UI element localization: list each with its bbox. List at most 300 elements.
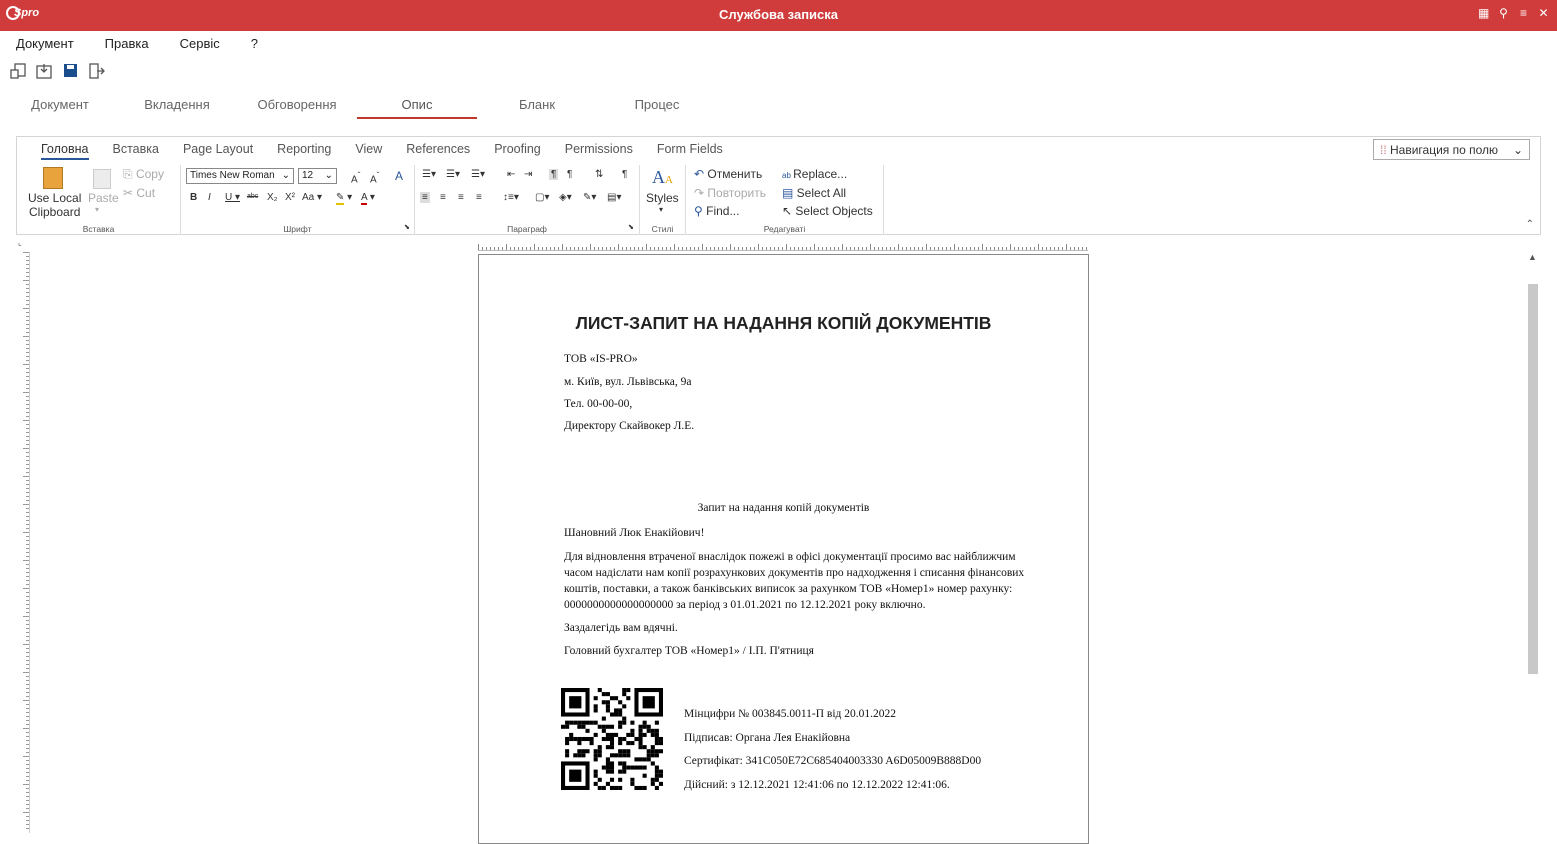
ribbon-tab-proofing[interactable]: Proofing [494, 142, 541, 156]
ruler-tick [810, 247, 811, 250]
line-spacing-icon[interactable]: ↕≡▾ [503, 192, 519, 203]
ruler-tick [650, 247, 651, 250]
ruler-tick [898, 244, 899, 250]
ribbon-tab-insert[interactable]: Вставка [112, 142, 159, 156]
ruler-tick [26, 548, 29, 549]
collapse-ribbon-icon[interactable]: ⌃ [1525, 219, 1534, 230]
font-color-icon[interactable]: A ▾ [361, 192, 375, 203]
ruler-tick [26, 464, 29, 465]
ruler-tick [26, 524, 29, 525]
ruler-tick [26, 628, 29, 629]
shading-icon[interactable]: ◈▾ [559, 192, 572, 203]
scrollbar-thumb[interactable] [1528, 284, 1538, 674]
ruler-corner-icon: ⌞ [18, 238, 22, 247]
ruler-tick [758, 244, 759, 250]
ruler-tick [890, 247, 891, 250]
ruler-tick [874, 247, 875, 250]
ruler-tick [26, 624, 29, 625]
ruler-tick [26, 824, 29, 825]
ruler-tick [954, 244, 955, 250]
import-icon[interactable] [36, 62, 54, 80]
tab-attachments[interactable]: Вкладення [144, 97, 210, 112]
numbering-icon[interactable]: ☰▾ [446, 169, 460, 180]
menu-icon[interactable]: ≡ [1519, 6, 1527, 20]
ruler-tick [534, 244, 535, 250]
ruler-tick [578, 247, 579, 250]
font-dialog-icon[interactable]: ⬊ [404, 224, 410, 231]
find-button[interactable]: ⚲ Find... [694, 204, 740, 218]
replace-button[interactable]: ab Replace... [782, 167, 848, 181]
paste-button[interactable]: Paste [88, 191, 119, 205]
styles-group [640, 165, 686, 235]
ruler-tick [910, 247, 911, 250]
ruler-tick [26, 684, 29, 685]
ruler-tick [530, 247, 531, 250]
signature-line: Сертифікат: 341C050E72C685404003330 A6D05009B888D00 [684, 755, 982, 767]
menu-edit[interactable]: Правка [104, 36, 149, 51]
ruler-tick [26, 500, 29, 501]
align-center-icon[interactable]: ≡ [440, 192, 446, 203]
ruler-tick [790, 247, 791, 250]
ruler-tick [762, 247, 763, 250]
ruler-tick [654, 247, 655, 250]
border-color-icon[interactable]: ✎▾ [583, 192, 597, 203]
ruler-tick [26, 316, 29, 317]
select-all-icon: ▤ [782, 186, 797, 200]
ruler-tick [678, 247, 679, 250]
ruler-tick [1014, 247, 1015, 250]
bullets-icon[interactable]: ☰▾ [422, 169, 436, 180]
ruler-tick [590, 244, 591, 250]
justify-icon[interactable]: ≡ [476, 192, 482, 203]
ruler-tick [882, 247, 883, 250]
ruler-tick [26, 600, 29, 601]
ruler-tick [846, 247, 847, 250]
ruler-tick [26, 556, 29, 557]
ruler-tick [986, 247, 987, 250]
use-local-clipboard-button[interactable]: Use Local Clipboard [28, 191, 82, 219]
ruler-tick [706, 247, 707, 250]
tab-blank[interactable]: Бланк [518, 97, 556, 112]
ruler-tick [922, 247, 923, 250]
sender-line: Директору Скайвокер Л.Е. [564, 420, 695, 432]
ruler-tick [1050, 247, 1051, 250]
tab-description[interactable]: Опис [401, 97, 433, 112]
signer-line: Головний бухгалтер ТОВ «Номер1» / І.П. П'ятниця [564, 645, 814, 657]
ruler-tick [26, 460, 29, 461]
highlight-icon[interactable]: ✎ ▾ [336, 192, 353, 203]
ruler-tick [938, 247, 939, 250]
signature-line: Підписав: Органа Лея Енакійовна [684, 732, 851, 744]
window-title: Службова записка [718, 7, 839, 22]
ruler-tick [26, 720, 29, 721]
ruler-tick [26, 780, 29, 781]
ruler-tick [670, 247, 671, 250]
ruler-tick [26, 260, 29, 261]
ruler-tick [730, 244, 731, 250]
ruler-tick [718, 247, 719, 250]
ruler-tick [26, 680, 29, 681]
ruler-tick [1026, 247, 1027, 250]
italic-icon[interactable]: I [208, 192, 211, 203]
ruler-tick [478, 244, 479, 250]
ruler-tick [26, 608, 29, 609]
scroll-up-icon[interactable]: ▲ [1528, 252, 1537, 262]
menu-service[interactable]: Сервіс [179, 36, 220, 51]
ruler-tick [26, 572, 29, 573]
ruler-tick [26, 724, 29, 725]
ruler-tick [998, 247, 999, 250]
ruler-tick [26, 488, 29, 489]
ruler-tick [26, 328, 29, 329]
replace-icon: ab [782, 171, 794, 180]
ribbon-tab-form-fields[interactable]: Form Fields [656, 142, 723, 156]
app-logo: Spro [6, 6, 39, 20]
ruler-tick [990, 247, 991, 250]
ruler-tick [26, 748, 29, 749]
document-page[interactable] [478, 254, 1089, 844]
bold-icon[interactable]: B [190, 192, 198, 203]
ruler-tick [26, 788, 29, 789]
ruler-tick [26, 580, 29, 581]
ruler-tick [710, 247, 711, 250]
ruler-tick [26, 268, 29, 269]
ruler-tick [26, 424, 29, 425]
ribbon-tab-references[interactable]: References [406, 142, 471, 156]
tab-discussion[interactable]: Обговорення [257, 97, 337, 112]
ruler-tick [26, 632, 29, 633]
menu-document[interactable]: Документ [16, 36, 74, 51]
vertical-ruler[interactable] [18, 252, 30, 833]
ruler-tick [1046, 247, 1047, 250]
ruler-tick [26, 440, 29, 441]
ruler-tick [502, 247, 503, 250]
ribbon-tab-permissions[interactable]: Permissions [564, 142, 633, 156]
ruler-tick [26, 704, 29, 705]
grow-font-icon[interactable]: $A^ˆ$ [351, 170, 361, 186]
ruler-tick [738, 247, 739, 250]
ruler-tick [26, 804, 29, 805]
ruler-tick [818, 247, 819, 250]
ruler-tick [574, 247, 575, 250]
ruler-tick [23, 756, 29, 757]
ruler-tick [26, 612, 29, 613]
clear-format-icon[interactable]: A [395, 169, 404, 183]
ruler-tick [26, 304, 29, 305]
ruler-tick [26, 372, 29, 373]
ruler-tick [1018, 247, 1019, 250]
ruler-tick [1010, 244, 1011, 250]
ruler-tick [26, 640, 29, 641]
ruler-tick [646, 244, 647, 250]
cut-button[interactable]: ✂ Cut [123, 186, 156, 200]
ruler-tick [814, 244, 815, 250]
ruler-tick [26, 520, 29, 521]
sender-line: Тел. 00-00-00, [564, 398, 633, 410]
ruler-tick [26, 656, 29, 657]
ruler-tick [1002, 247, 1003, 250]
ruler-tick [26, 796, 29, 797]
decrease-indent-icon[interactable]: ⇤ [507, 169, 516, 180]
ruler-tick [870, 244, 871, 250]
ruler-tick [866, 247, 867, 250]
ruler-tick [26, 544, 29, 545]
ribbon [16, 136, 1541, 235]
ruler-tick [686, 247, 687, 250]
ruler-tick [26, 320, 29, 321]
save-icon[interactable] [62, 62, 80, 80]
ruler-tick [746, 247, 747, 250]
redo-button[interactable]: ↷ Повторить [694, 186, 766, 200]
select-all-button[interactable]: ▤ Select All [782, 186, 847, 200]
cut-icon: ✂ [123, 186, 137, 200]
undo-button[interactable]: ↶ Отменить [694, 167, 763, 181]
align-left-icon[interactable]: ≡ [422, 192, 428, 203]
ruler-tick [1042, 247, 1043, 250]
tab-document[interactable]: Документ [31, 97, 89, 112]
ruler-tick [26, 428, 29, 429]
ruler-tick [26, 596, 29, 597]
select-objects-button[interactable]: ↖ Select Objects [782, 204, 873, 218]
ruler-tick [26, 388, 29, 389]
ruler-tick [26, 412, 29, 413]
ruler-tick [26, 620, 29, 621]
ruler-tick [766, 247, 767, 250]
ruler-tick [23, 448, 29, 449]
ruler-tick [26, 736, 29, 737]
ruler-tick [26, 396, 29, 397]
find-icon: ⚲ [694, 204, 707, 218]
ribbon-tab-home[interactable]: Головна [41, 142, 89, 160]
ruler-tick [26, 296, 29, 297]
ruler-tick [26, 512, 29, 513]
ruler-tick [1038, 244, 1039, 250]
strikethrough-icon[interactable]: abc [247, 193, 259, 200]
ruler-tick [26, 592, 29, 593]
ruler-tick [610, 247, 611, 250]
increase-indent-icon[interactable]: ⇥ [524, 169, 533, 180]
ruler-tick [726, 247, 727, 250]
paragraph-dialog-icon[interactable]: ⬊ [628, 224, 634, 231]
ruler-tick [598, 247, 599, 250]
redo-icon: ↷ [694, 186, 708, 200]
ruler-tick [26, 456, 29, 457]
ruler-tick [542, 247, 543, 250]
shrink-font-icon[interactable]: $A^ˇ$ [370, 170, 380, 186]
ruler-tick [26, 472, 29, 473]
change-case-icon[interactable]: Aa ▾ [302, 192, 323, 203]
ruler-tick [26, 368, 29, 369]
ruler-tick [26, 516, 29, 517]
exit-icon[interactable] [88, 62, 106, 80]
ruler-tick [850, 247, 851, 250]
ruler-tick [582, 247, 583, 250]
ruler-tick [26, 664, 29, 665]
ruler-tick [806, 247, 807, 250]
navigation-icon: ⁞⁞ [1380, 143, 1391, 157]
greeting: Шановний Люк Енакійович! [564, 527, 705, 539]
ruler-tick [486, 247, 487, 250]
ruler-tick [982, 244, 983, 250]
ruler-tick [26, 576, 29, 577]
ruler-tick [26, 740, 29, 741]
ruler-tick [26, 340, 29, 341]
ruler-tick [694, 247, 695, 250]
ruler-tick [1066, 244, 1067, 250]
ruler-tick [26, 676, 29, 677]
ruler-tick [642, 247, 643, 250]
ruler-tick [842, 244, 843, 250]
ruler-tick [26, 276, 29, 277]
subscript-icon[interactable]: X₂ [267, 192, 278, 203]
ruler-tick [962, 247, 963, 250]
borders-icon[interactable]: ▢▾ [535, 192, 550, 203]
copy-button[interactable]: ⎘ Copy [123, 167, 164, 181]
ruler-tick [754, 247, 755, 250]
ruler-tick [586, 247, 587, 250]
ruler-tick [26, 376, 29, 377]
ruler-tick [26, 820, 29, 821]
ruler-tick [26, 300, 29, 301]
ruler-tick [558, 247, 559, 250]
qr-code-image [561, 688, 663, 790]
ruler-tick [918, 247, 919, 250]
cursor-icon: ↖ [782, 204, 796, 218]
grid-icon[interactable]: ▦ [1478, 6, 1490, 20]
ruler-tick [698, 247, 699, 250]
styles-dropdown-icon[interactable]: ▾ [659, 205, 664, 214]
ruler-tick [638, 247, 639, 250]
ruler-tick [23, 252, 29, 253]
tab-process[interactable]: Процес [634, 97, 680, 112]
ruler-tick [498, 247, 499, 250]
ruler-tick [26, 496, 29, 497]
ruler-tick [894, 247, 895, 250]
ruler-tick [26, 660, 29, 661]
ruler-tick [26, 604, 29, 605]
field-navigation-dropdown[interactable]: ⁞⁞ Навигация по полю ⌄ [1373, 139, 1530, 160]
ribbon-tab-page-layout[interactable]: Page Layout [182, 142, 254, 156]
ruler-tick [546, 247, 547, 250]
ruler-tick [662, 247, 663, 250]
ruler-tick [26, 292, 29, 293]
ruler-tick [634, 247, 635, 250]
ruler-tick [742, 247, 743, 250]
editing-group-label: Редагуваті [763, 224, 806, 234]
ruler-tick [854, 247, 855, 250]
ruler-tick [26, 808, 29, 809]
ruler-tick [702, 244, 703, 250]
ruler-tick [23, 560, 29, 561]
ltr-icon[interactable]: ¶ [551, 169, 557, 180]
ruler-tick [23, 504, 29, 505]
ruler-tick [26, 800, 29, 801]
show-marks-icon[interactable]: ¶ [622, 169, 628, 180]
document-heading: ЛИСТ-ЗАПИТ НА НАДАННЯ КОПІЙ ДОКУМЕНТІВ [575, 313, 992, 333]
ruler-tick [26, 764, 29, 765]
ruler-tick [602, 247, 603, 250]
ruler-tick [830, 247, 831, 250]
align-right-icon[interactable]: ≡ [458, 192, 464, 203]
ruler-tick [674, 244, 675, 250]
ruler-tick [490, 247, 491, 250]
ruler-tick [23, 280, 29, 281]
styles-button[interactable]: Styles [646, 191, 679, 205]
paste-icon [93, 169, 111, 189]
ruler-tick [554, 247, 555, 250]
font-family-select[interactable]: Times New Roman ⌄ [186, 168, 294, 184]
ruler-tick [566, 247, 567, 250]
ruler-tick [594, 247, 595, 250]
ruler-tick [1030, 247, 1031, 250]
ribbon-tab-view[interactable]: View [355, 142, 383, 156]
ruler-tick [966, 247, 967, 250]
ruler-tick [1034, 247, 1035, 250]
ruler-tick [886, 247, 887, 250]
ruler-tick [23, 420, 29, 421]
rtl-icon[interactable]: ¶ [567, 169, 573, 180]
horizontal-ruler[interactable] [478, 237, 1088, 251]
ruler-tick [914, 247, 915, 250]
ruler-tick [494, 247, 495, 250]
superscript-icon[interactable]: X² [285, 192, 295, 203]
styles-icon: AA [652, 167, 673, 187]
menu-help[interactable]: ? [250, 36, 258, 51]
ruler-tick [950, 247, 951, 250]
close-icon[interactable]: ✕ [1538, 6, 1549, 20]
ruler-tick [626, 247, 627, 250]
export-icon[interactable] [10, 62, 28, 80]
ruler-tick [26, 792, 29, 793]
ruler-tick [26, 744, 29, 745]
border-style-icon[interactable]: ▤▾ [607, 192, 622, 203]
ruler-tick [1078, 247, 1079, 250]
sort-icon[interactable]: ⇅ [595, 169, 604, 180]
ruler-tick [826, 247, 827, 250]
ribbon-tab-reporting[interactable]: Reporting [277, 142, 332, 156]
ruler-tick [802, 247, 803, 250]
signature-line: Дійсний: з 12.12.2021 12:41:06 по 12.12.2022 12:41:06. [684, 779, 950, 791]
ruler-tick [26, 416, 29, 417]
search-icon[interactable]: ⚲ [1499, 6, 1508, 20]
ruler-tick [514, 247, 515, 250]
paste-dropdown-icon[interactable]: ▾ [95, 205, 100, 214]
ruler-tick [946, 247, 947, 250]
ruler-tick [862, 247, 863, 250]
ruler-tick [722, 247, 723, 250]
ruler-tick [26, 716, 29, 717]
ruler-tick [26, 584, 29, 585]
chevron-down-icon: ⌄ [1512, 143, 1523, 157]
ruler-tick [23, 728, 29, 729]
underline-icon[interactable]: U ▾ [225, 192, 241, 203]
ruler-tick [834, 247, 835, 250]
ruler-tick [26, 652, 29, 653]
clipboard-icon [43, 167, 63, 189]
ruler-tick [23, 644, 29, 645]
ruler-tick [26, 312, 29, 313]
ruler-tick [750, 247, 751, 250]
ruler-tick [538, 247, 539, 250]
ruler-tick [770, 247, 771, 250]
ruler-tick [562, 244, 563, 250]
paragraph-group [415, 165, 640, 235]
multilevel-list-icon[interactable]: ☰▾ [471, 169, 485, 180]
ruler-tick [26, 484, 29, 485]
vertical-scrollbar[interactable] [1526, 252, 1540, 833]
font-size-select[interactable]: 12 ⌄ [298, 168, 337, 184]
editing-group [686, 165, 884, 235]
